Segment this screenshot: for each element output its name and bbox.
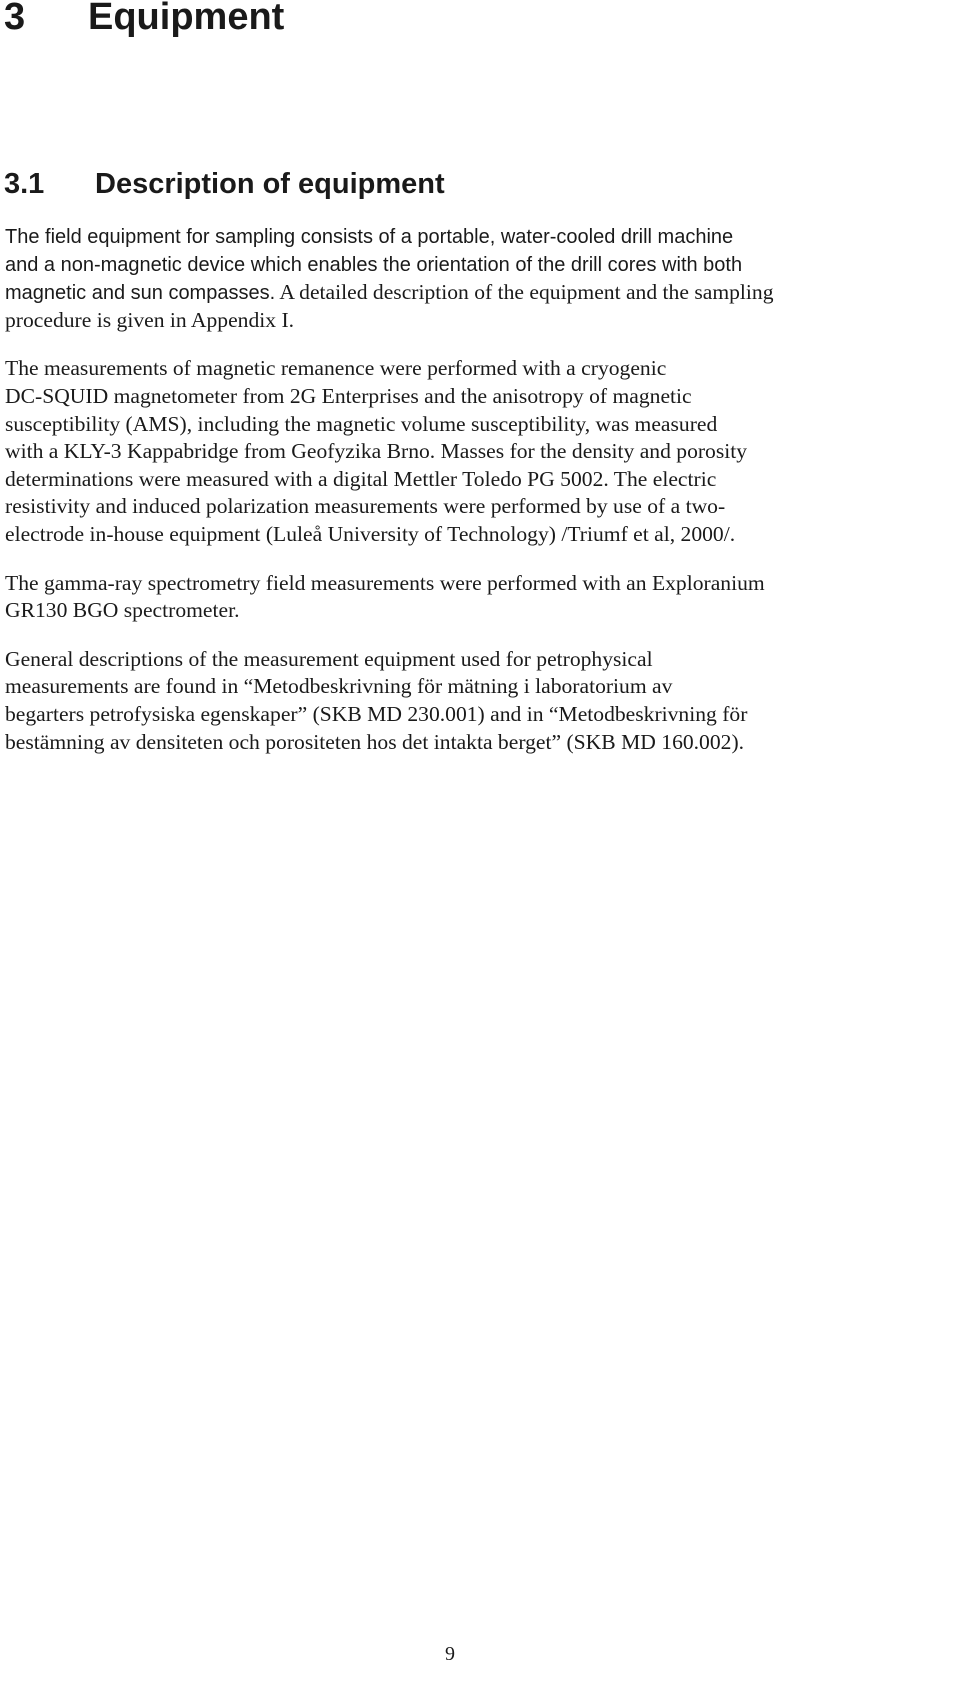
paragraph-field-equipment: [5, 224, 895, 334]
text-line: bestämning av densiteten och porositeten hos det intakta berget” (SKB MD 160.002).: [5, 729, 745, 754]
text-line: GR130 BGO spectrometer.: [5, 598, 240, 623]
text-line: susceptibility (AMS), including the magnetic volume susceptibility, was measured: [5, 411, 718, 436]
text-line: begarters petrofysiska egenskaper” (SKB MD 230.001) and in “Metodbeskrivning för: [5, 701, 748, 726]
paragraph-measurements: [5, 355, 895, 548]
chapter-title: Equipment: [88, 0, 285, 38]
text-line: procedure is given in Appendix I.: [5, 307, 295, 332]
chapter-heading: [4, 0, 284, 42]
section-heading: [4, 164, 445, 204]
section-title: Description of equipment: [95, 168, 445, 200]
chapter-number: 3: [4, 0, 26, 38]
text-line: The field equipment for sampling consists of a portable, water-cooled drill machine: [5, 226, 734, 248]
text-line-part: A detailed description of the equipment and the sampling: [275, 280, 774, 305]
text-line: resistivity and induced polarization measurements were performed by use of a two-: [5, 494, 726, 519]
paragraph-general-descriptions: [5, 646, 895, 756]
text-line: electrode in-house equipment (Luleå University of Technology) /Triumf et al, 2000/.: [5, 521, 736, 546]
text-line: and a non-magnetic device which enables the orientation of the drill cores with both: [5, 253, 743, 276]
text-line: The gamma-ray spectrometry field measurements were performed with an Exploranium: [5, 570, 765, 595]
text-line: [5, 279, 895, 307]
text-line: with a KLY-3 Kappabridge from Geofyzika Brno. Masses for the density and porosity: [5, 439, 748, 464]
body-text: [5, 224, 895, 777]
text-line-part: magnetic and sun compasses.: [5, 282, 276, 305]
text-line: measurements are found in “Metodbeskrivning för mätning i laboratorium av: [5, 674, 673, 699]
section-number: 3.1: [4, 168, 45, 200]
text-line: determinations were measured with a digital Mettler Toledo PG 5002. The electric: [5, 466, 717, 491]
text-line: General descriptions of the measurement equipment used for petrophysical: [5, 646, 653, 671]
paragraph-gamma-ray: [5, 570, 895, 625]
page-number: 9: [445, 1643, 455, 1665]
text-line: DC-SQUID magnetometer from 2G Enterprises and the anisotropy of magnetic: [5, 383, 692, 408]
text-line: The measurements of magnetic remanence were performed with a cryogenic: [5, 356, 667, 381]
